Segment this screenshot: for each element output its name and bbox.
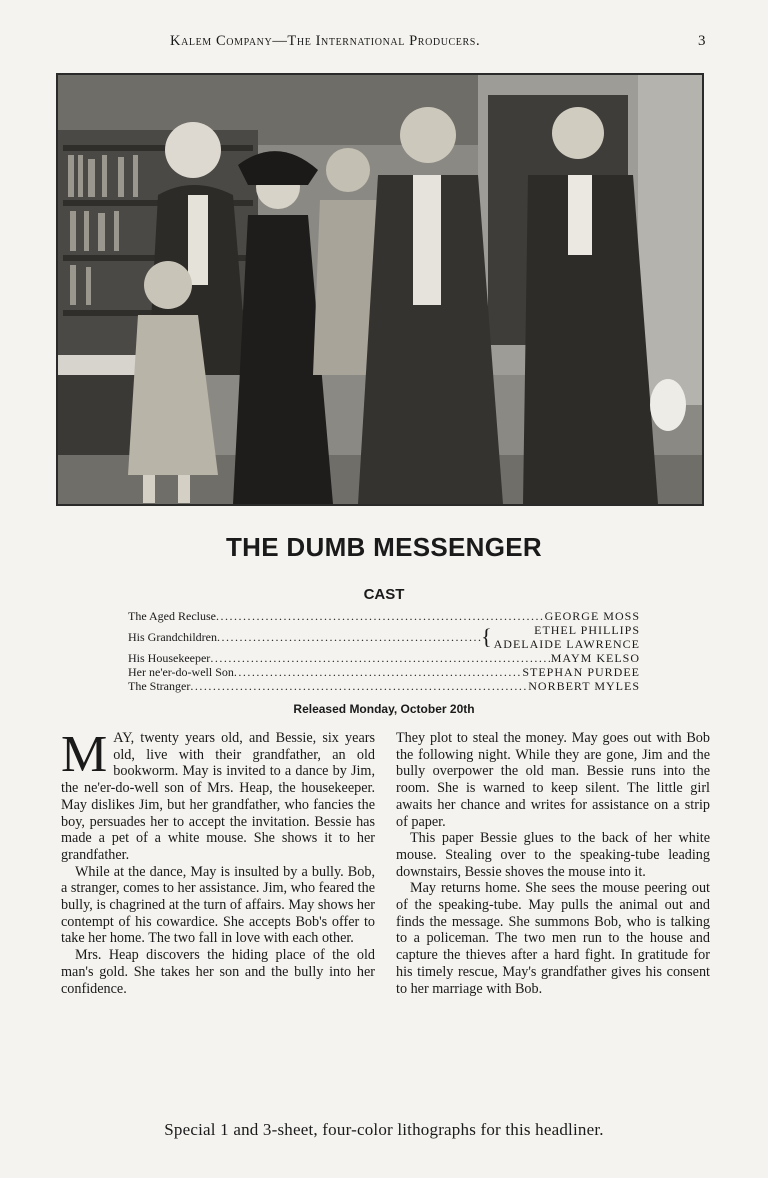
story-paragraph: They plot to steal the money. May goes out with Bob the following night. While they are gone, Jim and the bully overpower the old man. Bessie runs into the room. She is warned to keep silent. The little girl awaits her chance and writes for assistance on a strip of paper.: [396, 730, 710, 830]
leader-dots: [216, 609, 545, 623]
film-still-photo: [56, 73, 704, 506]
cast-actor: STEPHAN PURDEE: [522, 665, 640, 679]
cast-role: His Housekeeper: [128, 651, 211, 665]
cast-row: [128, 679, 640, 693]
leader-dots: [190, 679, 528, 693]
cast-role: His Grandchildren: [128, 630, 217, 644]
story-paragraph: May returns home. She sees the mouse peering out of the speaking-tube. May pulls the animal out and finds the message. She summons Bob, who is talking to a policeman. The two men run to the house and capture the thieves after a hard fight. In gratitude for his timely rescue, May's grandfather gives his consent to her marriage with Bob.: [396, 880, 710, 997]
story-paragraph: While at the dance, May is insulted by a bully. Bob, a stranger, comes to her assistance. Jim, who feared the bully, is chagrined at the turn of affairs. May shows her contempt of his cowardice. She accepts Bob's offer to take her home. The two fall in love with each other.: [61, 863, 376, 947]
release-date: Released Monday, October 20th: [293, 702, 475, 716]
lithograph-note: Special 1 and 3-sheet, four-color lithographs for this headliner.: [164, 1120, 604, 1139]
story-paragraph: This paper Bessie glues to the back of her white mouse. Stealing over to the speaking-tube leading downstairs, Bessie shoves the mouse into it.: [396, 830, 710, 880]
cast-role: Her ne'er-do-well Son: [128, 665, 234, 679]
page-header: [0, 33, 768, 55]
story-column-right: [396, 730, 710, 997]
cast-row: [128, 623, 640, 651]
drop-cap: M: [61, 726, 108, 783]
cast-role: The Aged Recluse: [128, 609, 216, 623]
cast-list: [128, 609, 640, 693]
story-paragraph: [61, 726, 375, 864]
story-column-left: [61, 726, 376, 997]
cast-actor: GEORGE MOSS: [544, 609, 640, 623]
story-paragraph: Mrs. Heap discovers the hiding place of the old man's gold. She takes her son and the bully into her confidence.: [61, 947, 375, 997]
leader-dots: [210, 651, 550, 665]
cast-row: [128, 665, 640, 679]
leader-dots: [234, 665, 522, 679]
cast-actor: ADELAIDE LAWRENCE: [493, 637, 640, 651]
cast-heading: CAST: [363, 586, 405, 603]
cast-actor-group: [494, 623, 640, 651]
paragraph-text: AY, twenty years old, and Bessie, six years old, live with their grandfather, an old bookworm. May is invited to a dance by Jim, the ne'er-do-well son of Mrs. Heap, the housekeeper. May dislikes Jim, but her grandfather, who fancies the boy, persuades her to accept the invitation. Bessie has made a pet of a white mouse. She shows it to her grandfather.: [61, 730, 375, 863]
film-title: THE DUMB MESSENGER: [226, 532, 542, 562]
cast-row: [128, 651, 640, 665]
cast-actor: ETHEL PHILLIPS: [534, 623, 640, 637]
cast-actor: MAYM KELSO: [550, 651, 640, 665]
cast-actor: NORBERT MYLES: [528, 679, 640, 693]
cast-row: [128, 609, 640, 623]
running-title: Kalem Company—The International Producers.: [170, 33, 481, 49]
brace-glyph: {: [481, 624, 492, 649]
page-number: 3: [698, 33, 706, 49]
cast-role: The Stranger: [128, 679, 191, 693]
leader-dots: [217, 630, 481, 644]
film-still-illustration: [58, 75, 702, 504]
